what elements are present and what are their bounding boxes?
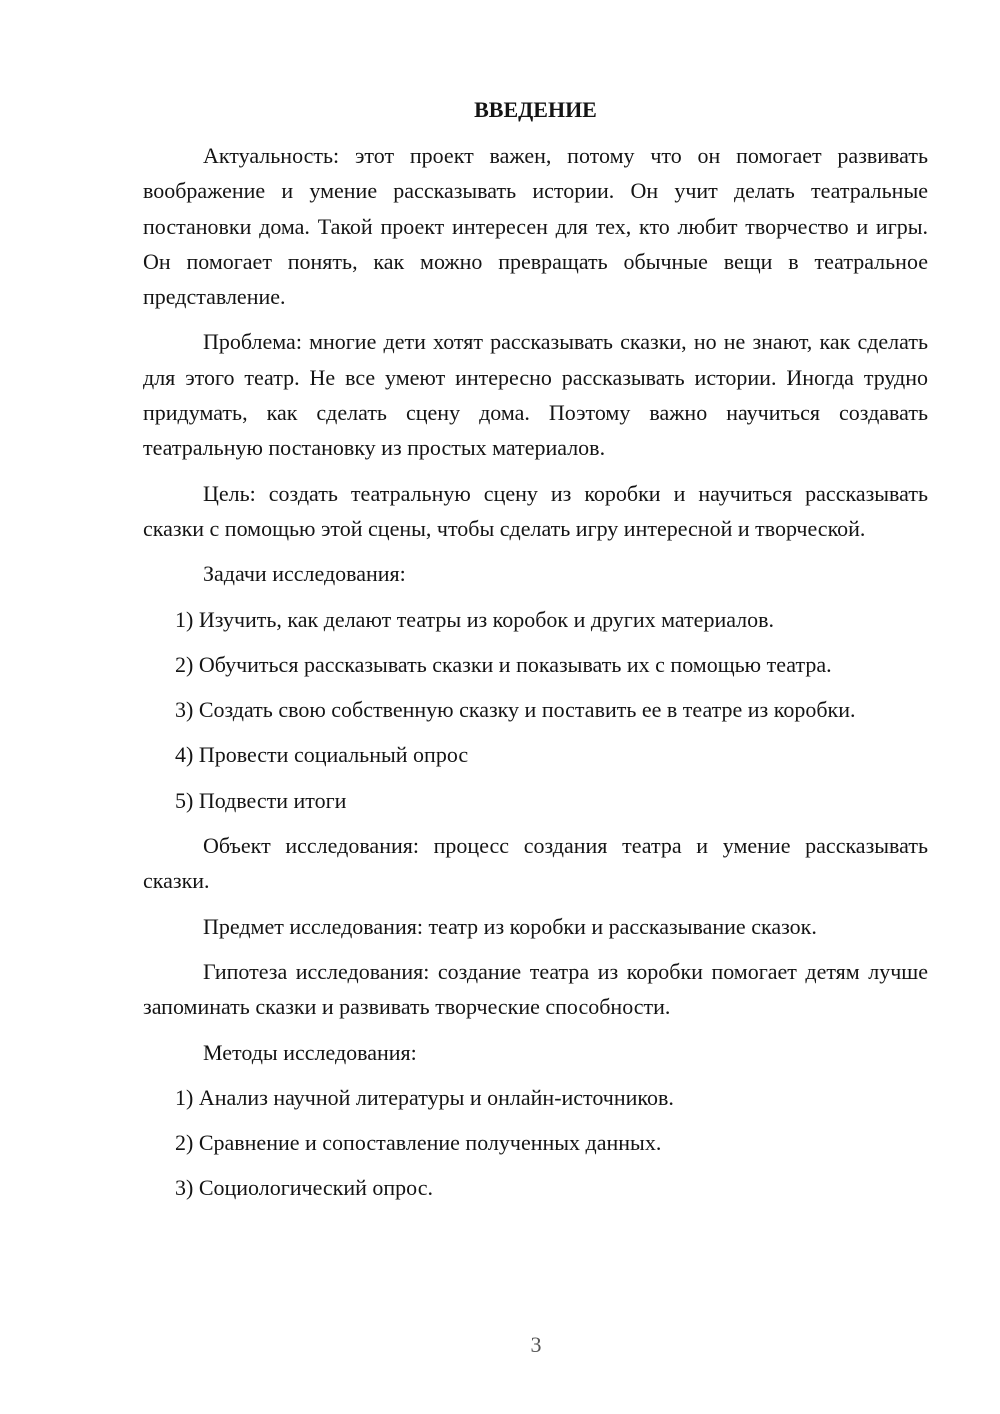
document-page — [143, 94, 928, 1206]
task-item: 5) Подвести итоги — [175, 787, 347, 813]
task-item: 2) Обучиться рассказывать сказки и показывать их с помощью театра. — [175, 651, 832, 677]
method-item: 3) Социологический опрос. — [175, 1175, 433, 1201]
method-item: 1) Анализ научной литературы и онлайн-источников. — [175, 1084, 674, 1110]
goal-paragraph: Цель: создать театральную сцену из коробки и научиться рассказывать сказки с помощью этой сцены, чтобы сделать игру интересной и творческой. — [143, 480, 928, 541]
problem-paragraph: Проблема: многие дети хотят рассказывать сказки, но не знают, как сделать для этого театр. Не все умеют интересно рассказывать истории. Иногда трудно придумать, как сделать сцену дома. Поэтому важно научиться создавать театральную постановку из простых материалов. — [143, 329, 928, 461]
relevance-paragraph: Актуальность: этот проект важен, потому что он помогает развивать воображение и умение рассказывать истории. Он учит делать театральные постановки дома. Такой проект интересен для тех, кто любит творчество и игры. Он помогает понять, как можно превращать обычные вещи в театральное представление. — [143, 143, 928, 310]
subject-paragraph: Предмет исследования: театр из коробки и рассказывание сказок. — [203, 913, 817, 939]
page-number: 3 — [530, 1332, 542, 1357]
task-item: 4) Провести социальный опрос — [175, 742, 469, 768]
task-item: 1) Изучить, как делают театры из коробок и других материалов. — [175, 606, 775, 632]
hypothesis-paragraph: Гипотеза исследования: создание театра из коробки помогает детям лучше запоминать сказки и развивать творческие способности. — [143, 958, 928, 1020]
task-item: 3) Создать свою собственную сказку и поставить ее в театре из коробки. — [175, 697, 856, 723]
methods-heading: Методы исследования: — [203, 1039, 417, 1065]
method-item: 2) Сравнение и сопоставление полученных данных. — [175, 1130, 662, 1156]
section-title: ВВЕДЕНИЕ — [474, 97, 597, 122]
tasks-heading: Задачи исследования: — [203, 561, 406, 587]
object-paragraph: Объект исследования: процесс создания театра и умение рассказывать сказки. — [143, 833, 928, 894]
